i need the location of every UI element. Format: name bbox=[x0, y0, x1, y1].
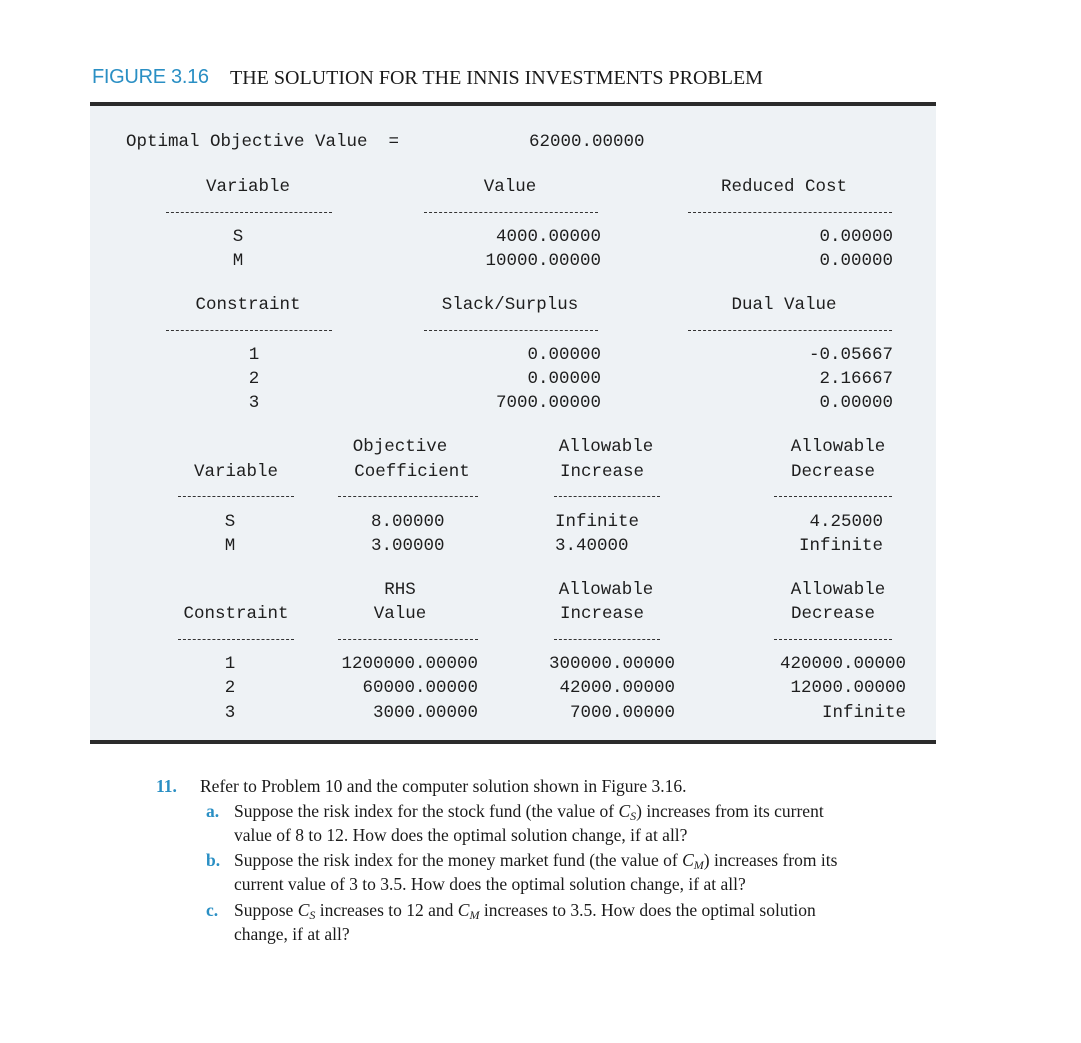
divider bbox=[554, 496, 660, 497]
con-slack: 7000.00000 bbox=[495, 393, 601, 413]
var-value: 4000.00000 bbox=[495, 227, 601, 247]
var-value: 10000.00000 bbox=[485, 251, 601, 271]
divider bbox=[178, 639, 294, 640]
objective-value: 62000.00000 bbox=[529, 132, 645, 152]
rhs-value: 3000.00000 bbox=[372, 703, 478, 723]
header-dual: Dual Value bbox=[731, 295, 837, 315]
problem-number: 11. bbox=[156, 776, 177, 796]
part-a-line1: Suppose the risk index for the stock fund (the value of $C_S$) increases from its current bbox=[234, 801, 824, 823]
rhs-decrease: 420000.00000 bbox=[779, 654, 906, 674]
header-allowable-dec: Allowable bbox=[790, 580, 886, 600]
rhs-con-name: 3 bbox=[224, 703, 236, 723]
var-reduced-cost: 0.00000 bbox=[819, 227, 893, 247]
part-a-line2: value of 8 to 12. How does the optimal solution change, if at all? bbox=[234, 825, 688, 845]
solution-panel bbox=[90, 106, 936, 740]
header-reduced-cost: Reduced Cost bbox=[720, 177, 848, 197]
header-decrease: Decrease bbox=[790, 604, 876, 624]
figure-title: THE SOLUTION FOR THE INNIS INVESTMENTS PROBLEM bbox=[230, 67, 763, 89]
objective-label: Optimal Objective Value = bbox=[126, 132, 400, 152]
con-name: 3 bbox=[248, 393, 260, 413]
divider bbox=[688, 330, 892, 331]
header-constraint: Constraint bbox=[195, 295, 301, 315]
part-letter: a. bbox=[206, 801, 220, 821]
obj-increase: 3.40000 bbox=[555, 536, 629, 556]
header-variable: Variable bbox=[205, 177, 291, 197]
bottom-rule bbox=[90, 740, 936, 744]
obj-coef: 8.00000 bbox=[371, 512, 445, 532]
part-b-line1: Suppose the risk index for the money market fund (the value of $C_M$) increases from its bbox=[234, 850, 838, 872]
header-coefficient: Coefficient bbox=[354, 462, 470, 482]
header-objective: Objective bbox=[352, 437, 448, 457]
rhs-increase: 7000.00000 bbox=[569, 703, 675, 723]
divider bbox=[424, 330, 598, 331]
obj-increase: Infinite bbox=[555, 512, 640, 532]
header-value: Value bbox=[373, 604, 427, 624]
rhs-con-name: 2 bbox=[224, 678, 236, 698]
header-increase: Increase bbox=[559, 462, 645, 482]
rhs-con-name: 1 bbox=[224, 654, 236, 674]
part-c-line1: Suppose $C_S$ increases to 12 and $C_M$ increases to 3.5. How does the optimal solution bbox=[234, 900, 816, 922]
rhs-increase: 42000.00000 bbox=[559, 678, 675, 698]
obj-var-name: S bbox=[224, 512, 236, 532]
header-constraint: Constraint bbox=[183, 604, 289, 624]
con-name: 2 bbox=[248, 369, 260, 389]
part-c-line2: change, if at all? bbox=[234, 924, 350, 944]
part-b-line2: current value of 3 to 3.5. How does the optimal solution change, if at all? bbox=[234, 874, 746, 894]
divider bbox=[166, 330, 332, 331]
con-dual: 0.00000 bbox=[819, 393, 893, 413]
divider bbox=[554, 639, 660, 640]
part-letter: b. bbox=[206, 850, 221, 870]
rhs-value: 60000.00000 bbox=[362, 678, 478, 698]
header-rhs: RHS bbox=[384, 580, 416, 600]
header-allowable-dec: Allowable bbox=[790, 437, 886, 457]
header-value: Value bbox=[483, 177, 537, 197]
con-dual: 2.16667 bbox=[819, 369, 893, 389]
con-dual: -0.05667 bbox=[808, 345, 893, 365]
con-slack: 0.00000 bbox=[527, 345, 601, 365]
divider bbox=[424, 212, 598, 213]
obj-coef: 3.00000 bbox=[371, 536, 445, 556]
rhs-increase: 300000.00000 bbox=[548, 654, 675, 674]
figure-label: FIGURE 3.16 bbox=[92, 66, 209, 88]
divider bbox=[166, 212, 332, 213]
obj-var-name: M bbox=[224, 536, 236, 556]
var-reduced-cost: 0.00000 bbox=[819, 251, 893, 271]
divider bbox=[338, 639, 478, 640]
con-name: 1 bbox=[248, 345, 260, 365]
header-allowable-inc: Allowable bbox=[558, 580, 654, 600]
problem-intro: Refer to Problem 10 and the computer solution shown in Figure 3.16. bbox=[200, 776, 687, 796]
part-letter: c. bbox=[206, 900, 219, 920]
header-slack: Slack/Surplus bbox=[441, 295, 579, 315]
obj-decrease: Infinite bbox=[798, 536, 883, 556]
con-slack: 0.00000 bbox=[527, 369, 601, 389]
obj-decrease: 4.25000 bbox=[809, 512, 883, 532]
rhs-value: 1200000.00000 bbox=[341, 654, 478, 674]
var-name: S bbox=[232, 227, 244, 247]
divider bbox=[774, 639, 892, 640]
header-increase: Increase bbox=[559, 604, 645, 624]
rhs-decrease: Infinite bbox=[821, 703, 906, 723]
divider bbox=[774, 496, 892, 497]
rhs-decrease: 12000.00000 bbox=[790, 678, 906, 698]
header-decrease: Decrease bbox=[790, 462, 876, 482]
divider bbox=[338, 496, 478, 497]
divider bbox=[688, 212, 892, 213]
header-allowable-inc: Allowable bbox=[558, 437, 654, 457]
header-variable: Variable bbox=[193, 462, 279, 482]
divider bbox=[178, 496, 294, 497]
var-name: M bbox=[232, 251, 244, 271]
